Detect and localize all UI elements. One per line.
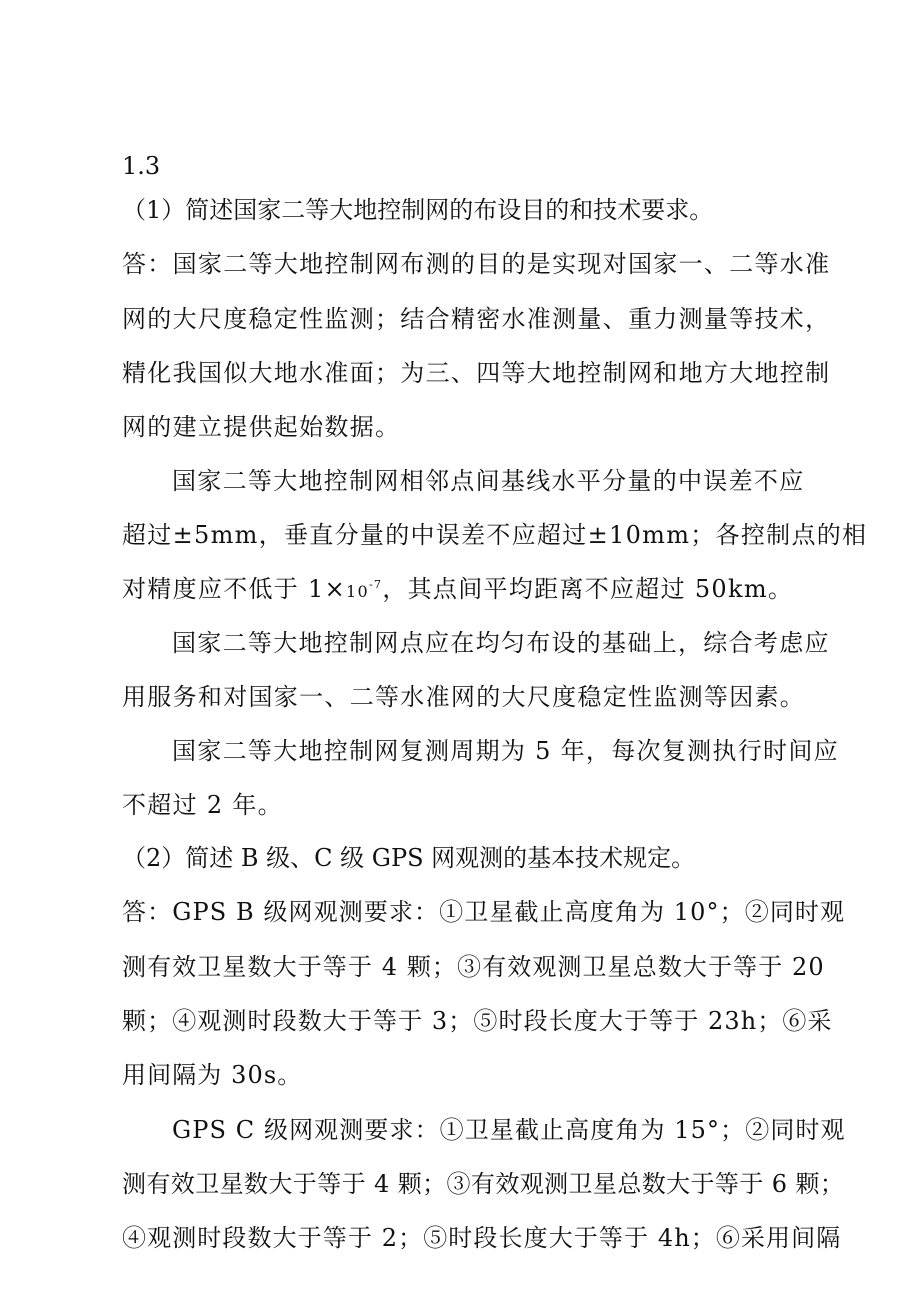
section-number: 1.3	[122, 152, 161, 180]
q1-para2-exponent: -7	[368, 578, 383, 591]
q2-b-line-3: 颗；④观测时段数大于等于 3；⑤时段长度大于等于 23h；⑥采	[122, 1007, 833, 1035]
q1-para3-line-1: 国家二等大地控制网点应在均匀布设的基础上，综合考虑应	[172, 629, 830, 657]
q1-answer-line-2: 网的大尺度稳定性监测；结合精密水准测量、重力测量等技术，	[122, 305, 831, 333]
q2-c-line-1: GPS C 级网观测要求：①卫星截止高度角为 15°；②同时观	[172, 1116, 846, 1144]
q1-para3-line-2: 用服务和对国家一、二等水准网的大尺度稳定性监测等因素。	[122, 683, 806, 711]
q1-answer-line-1: 答：国家二等大地控制网布测的目的是实现对国家一、二等水准	[122, 250, 831, 278]
q1-para2-line-1: 国家二等大地控制网相邻点间基线水平分量的中误差不应	[172, 467, 805, 495]
q2-c-line-3: ④观测时段数大于等于 2；⑤时段长度大于等于 4h；⑥采用间隔	[122, 1224, 842, 1252]
q1-para4-line-1: 国家二等大地控制网复测周期为 5 年，每次复测执行时间应	[172, 737, 839, 765]
q1-para2-line-3	[122, 569, 793, 609]
q1-para2-exponent-base: 10	[346, 582, 369, 601]
question-2-title: （2）简述 B 级、C 级 GPS 网观测的基本技术规定。	[122, 844, 696, 872]
q2-b-line-4: 用间隔为 30s。	[122, 1061, 303, 1089]
question-1-title: （1）简述国家二等大地控制网的布设目的和技术要求。	[122, 196, 714, 224]
q1-answer-line-4: 网的建立提供起始数据。	[122, 413, 401, 441]
q1-answer-line-3: 精化我国似大地水准面；为三、四等大地控制网和地方大地控制	[122, 359, 831, 387]
q1-para2-line-2: 超过±5mm，垂直分量的中误差不应超过±10mm；各控制点的相	[122, 521, 868, 549]
q1-para2-line-3-before: 对精度应不低于 1×	[122, 575, 347, 603]
q2-b-line-2: 测有效卫星数大于等于 4 颗；③有效观测卫星总数大于等于 20	[122, 953, 825, 981]
q2-c-line-2: 测有效卫星数大于等于 4 颗；③有效观测卫星总数大于等于 6 颗；	[122, 1170, 845, 1198]
q1-para2-line-3-after: ，其点间平均距离不应超过 50km。	[382, 575, 794, 603]
q1-para4-line-2: 不超过 2 年。	[122, 791, 283, 819]
q2-b-line-1: 答：GPS B 级网观测要求：①卫星截止高度角为 10°；②同时观	[122, 898, 846, 926]
